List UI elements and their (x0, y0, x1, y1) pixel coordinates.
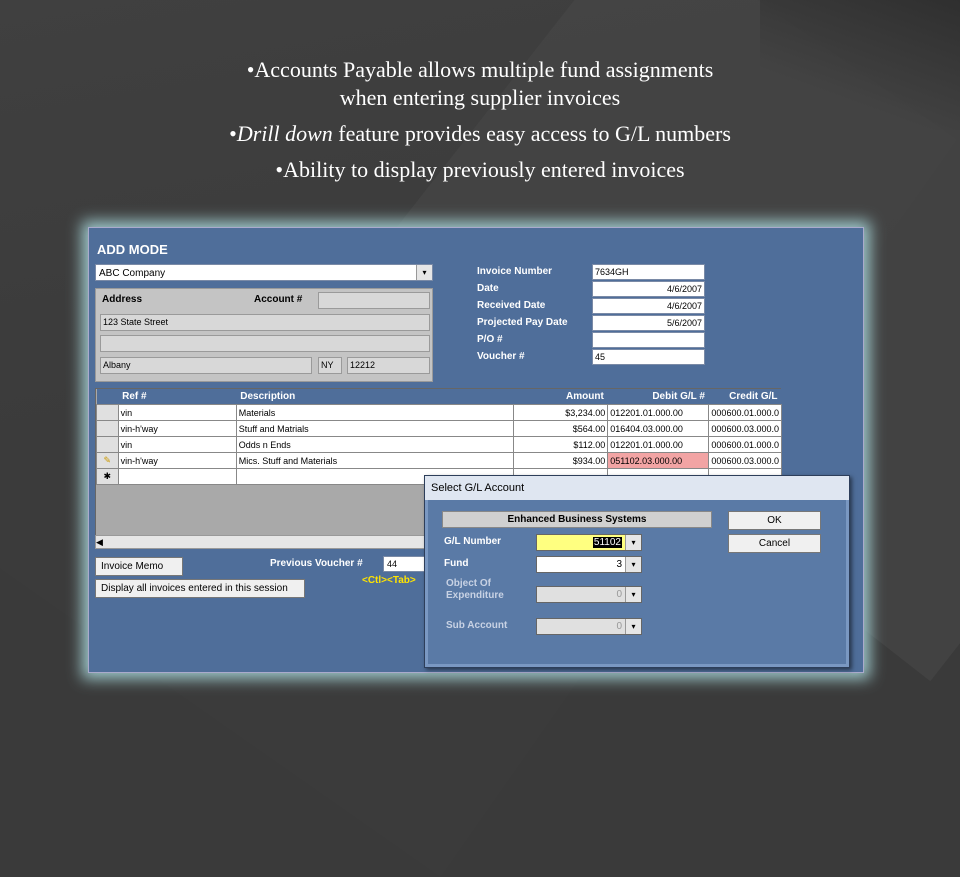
row-selector[interactable] (97, 405, 119, 421)
cell-description[interactable]: Stuff and Matrials (236, 421, 513, 437)
address-panel (95, 288, 433, 382)
chevron-down-icon[interactable]: ▾ (625, 557, 641, 572)
row-selector[interactable] (97, 421, 119, 437)
row-selector[interactable] (97, 437, 119, 453)
address-line2-field[interactable] (100, 335, 430, 352)
projected-pay-date-field[interactable]: 5/6/2007 (592, 315, 705, 331)
keyboard-hint: <Ctl><Tab> (362, 575, 416, 586)
date-field[interactable]: 4/6/2007 (592, 281, 705, 297)
horizontal-scrollbar[interactable] (95, 535, 435, 549)
company-banner: Enhanced Business Systems (442, 511, 712, 528)
slide-bullets (0, 56, 960, 192)
bullet-3: •Ability to display previously entered invoices (275, 157, 685, 182)
cell-description[interactable]: Materials (236, 405, 513, 421)
po-label: P/O # (477, 334, 503, 345)
invoice-number-field[interactable]: 7634GH (592, 264, 705, 280)
chevron-down-icon[interactable]: ▾ (625, 587, 641, 602)
gl-number-combo[interactable]: 51102 ▾ (536, 534, 642, 551)
previous-voucher-label: Previous Voucher # (270, 558, 363, 569)
cell-amount[interactable]: $3,234.00 (514, 405, 608, 421)
cell-debit[interactable]: 012201.01.000.00 (608, 405, 709, 421)
col-credit[interactable]: Credit G/L (709, 389, 782, 405)
display-all-invoices-button[interactable]: Display all invoices entered in this session (95, 579, 305, 598)
cell-ref[interactable]: vin (118, 437, 236, 453)
cell-amount[interactable]: $564.00 (514, 421, 608, 437)
dialog-body (428, 500, 846, 664)
address-line1-field[interactable]: 123 State Street (100, 314, 430, 331)
cell-amount[interactable]: $934.00 (514, 453, 608, 469)
cell-ref[interactable]: vin (118, 405, 236, 421)
col-ref[interactable]: Ref # (118, 389, 236, 405)
cell-description[interactable]: Odds n Ends (236, 437, 513, 453)
cell-debit[interactable]: 012201.01.000.00 (608, 437, 709, 453)
cell-ref[interactable]: vin-h'way (118, 421, 236, 437)
voucher-label: Voucher # (477, 351, 525, 362)
account-field[interactable] (318, 292, 430, 309)
select-gl-account-dialog (424, 475, 850, 668)
fund-combo[interactable]: 3 ▾ (536, 556, 642, 573)
city-field[interactable]: Albany (100, 357, 312, 374)
supplier-combo[interactable]: ABC Company ▾ (95, 264, 433, 281)
cancel-button[interactable]: Cancel (728, 534, 821, 553)
date-label: Date (477, 283, 499, 294)
cell-amount[interactable]: $112.00 (514, 437, 608, 453)
cell-credit[interactable]: 000600.03.000.0 (709, 453, 782, 469)
chevron-down-icon[interactable]: ▾ (416, 265, 432, 280)
address-label: Address (102, 294, 143, 305)
previous-voucher-field[interactable]: 44 (383, 556, 429, 572)
col-debit[interactable]: Debit G/L # (608, 389, 709, 405)
mode-title: ADD MODE (97, 242, 168, 257)
new-row-icon[interactable]: ✱ (97, 469, 119, 485)
table-row[interactable] (97, 453, 782, 469)
grid-header-row (97, 389, 782, 405)
dialog-title: Select G/L Account (425, 476, 849, 500)
account-label: Account # (254, 294, 303, 305)
cell-ref[interactable]: vin-h'way (118, 453, 236, 469)
state-field[interactable]: NY (318, 357, 342, 374)
table-row[interactable] (97, 437, 782, 453)
sub-account-label: Sub Account (446, 620, 508, 631)
gl-number-label: G/L Number (444, 536, 502, 547)
zip-field[interactable]: 12212 (347, 357, 430, 374)
object-of-expenditure-label: Object Of Expenditure (446, 578, 504, 601)
cell-credit[interactable]: 000600.01.000.0 (709, 437, 782, 453)
invoice-memo-button[interactable]: Invoice Memo (95, 557, 183, 576)
table-row[interactable] (97, 405, 782, 421)
invoice-number-label: Invoice Number (477, 266, 553, 277)
table-row[interactable] (97, 421, 782, 437)
fund-label: Fund (444, 558, 469, 569)
cell-credit[interactable]: 000600.01.000.0 (709, 405, 782, 421)
object-of-expenditure-combo[interactable]: 0 ▾ (536, 586, 642, 603)
pencil-icon[interactable]: ✎ (97, 453, 119, 469)
ok-button[interactable]: OK (728, 511, 821, 530)
received-date-field[interactable]: 4/6/2007 (592, 298, 705, 314)
cell-description[interactable]: Mics. Stuff and Materials (236, 453, 513, 469)
scroll-left-icon[interactable]: ◀ (96, 537, 103, 547)
bullet-1: •Accounts Payable allows multiple fund assignments when entering supplier invoices (246, 57, 714, 110)
cell-debit[interactable]: 051102.03.000.00 (608, 453, 709, 469)
projected-pay-date-label: Projected Pay Date (477, 317, 568, 328)
voucher-field[interactable]: 45 (592, 349, 705, 365)
sub-account-combo[interactable]: 0 ▾ (536, 618, 642, 635)
col-description[interactable]: Description (236, 389, 513, 405)
cell-credit[interactable]: 000600.03.000.0 (709, 421, 782, 437)
chevron-down-icon[interactable]: ▾ (625, 619, 641, 634)
chevron-down-icon[interactable]: ▾ (625, 535, 641, 550)
received-date-label: Received Date (477, 300, 546, 311)
cell-debit[interactable]: 016404.03.000.00 (608, 421, 709, 437)
bullet-2: •Drill down feature provides easy access to G/L numbers (229, 121, 731, 146)
po-field[interactable] (592, 332, 705, 348)
col-amount[interactable]: Amount (514, 389, 608, 405)
